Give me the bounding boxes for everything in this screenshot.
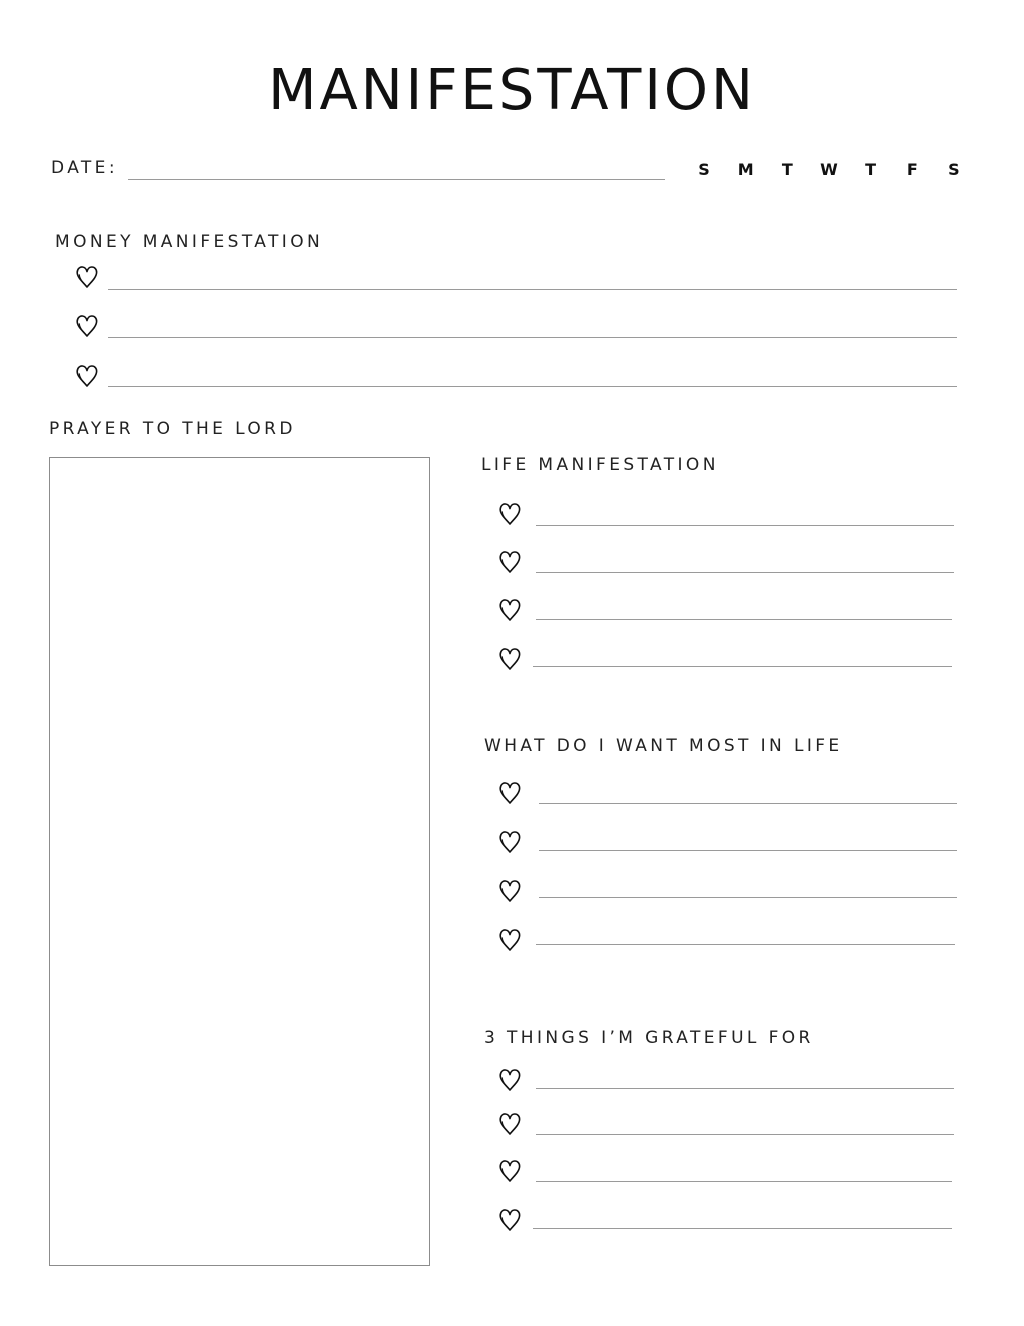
heart-outline-icon — [497, 1158, 523, 1184]
heart-outline-icon — [497, 1207, 523, 1233]
day-tue[interactable]: T — [781, 160, 793, 179]
want-entry-line[interactable] — [536, 944, 955, 945]
grateful-entry-line[interactable] — [533, 1228, 952, 1229]
life-entry-line[interactable] — [533, 666, 952, 667]
prayer-writing-box[interactable] — [49, 457, 430, 1266]
money-section-heading: MONEY MANIFESTATION — [55, 232, 324, 252]
want-entry-line[interactable] — [539, 850, 957, 851]
weekday-selector — [694, 160, 964, 179]
heart-outline-icon — [497, 646, 523, 672]
page-title: MANIFESTATION — [268, 58, 756, 123]
grateful-entry-line[interactable] — [536, 1181, 952, 1182]
grateful-entry-line[interactable] — [536, 1134, 954, 1135]
heart-outline-icon — [497, 1067, 523, 1093]
life-entry-line[interactable] — [536, 619, 952, 620]
heart-outline-icon — [74, 313, 100, 339]
life-entry-line[interactable] — [536, 525, 954, 526]
date-label: DATE: — [51, 158, 118, 178]
day-thu[interactable]: T — [865, 160, 877, 179]
day-sun[interactable]: S — [698, 160, 710, 179]
heart-outline-icon — [497, 878, 523, 904]
money-entry-line[interactable] — [108, 289, 957, 290]
heart-outline-icon — [497, 780, 523, 806]
grateful-section-heading: 3 THINGS I’M GRATEFUL FOR — [484, 1028, 814, 1048]
life-section-heading: LIFE MANIFESTATION — [481, 455, 719, 475]
heart-outline-icon — [74, 264, 100, 290]
heart-outline-icon — [497, 829, 523, 855]
day-fri[interactable]: F — [906, 160, 918, 179]
want-section-heading: WHAT DO I WANT MOST IN LIFE — [484, 736, 843, 756]
heart-outline-icon — [74, 363, 100, 389]
life-entry-line[interactable] — [536, 572, 954, 573]
money-entry-line[interactable] — [108, 386, 957, 387]
want-entry-line[interactable] — [539, 803, 957, 804]
heart-outline-icon — [497, 597, 523, 623]
day-sat[interactable]: S — [948, 160, 960, 179]
money-entry-line[interactable] — [108, 337, 957, 338]
want-entry-line[interactable] — [539, 897, 957, 898]
prayer-section-heading: PRAYER TO THE LORD — [49, 419, 296, 439]
heart-outline-icon — [497, 927, 523, 953]
heart-outline-icon — [497, 1111, 523, 1137]
grateful-entry-line[interactable] — [536, 1088, 954, 1089]
heart-outline-icon — [497, 501, 523, 527]
day-mon[interactable]: M — [737, 160, 754, 179]
heart-outline-icon — [497, 549, 523, 575]
day-wed[interactable]: W — [820, 160, 838, 179]
date-field-line[interactable] — [128, 179, 665, 180]
